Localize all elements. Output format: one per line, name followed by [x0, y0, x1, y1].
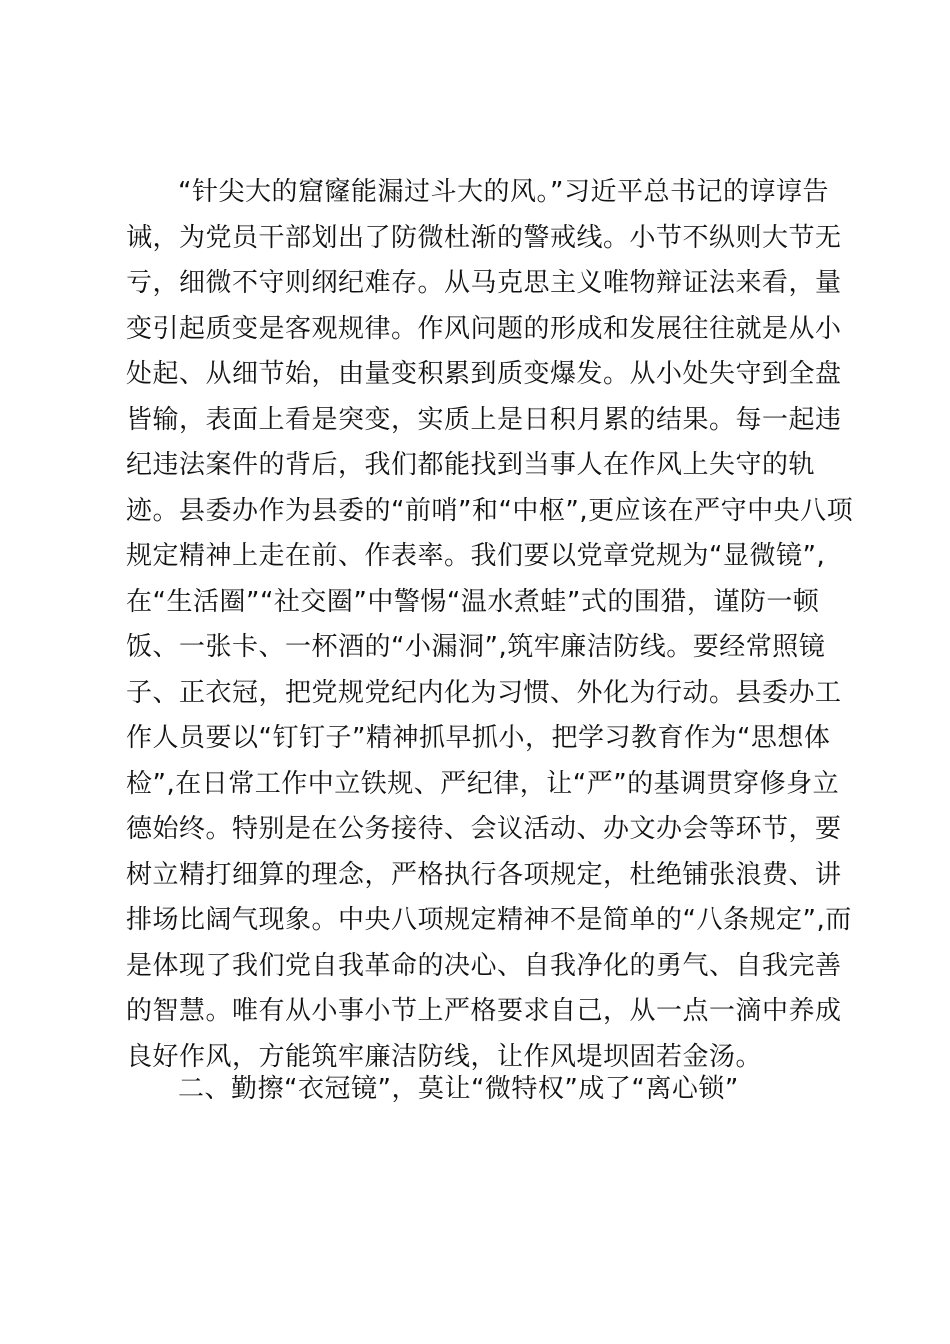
paragraph-line: 亏，细微不守则纲纪难存。从马克思主义唯物辩证法来看，量 [126, 268, 842, 298]
paragraph-line: 的智慧。唯有从小事小节上严格要求自己，从一点一滴中养成 [126, 996, 842, 1026]
paragraph-line: 是体现了我们党自我革命的决心、自我净化的勇气、自我完善 [126, 950, 842, 981]
paragraph-line: 排场比阔气现象。中央八项规定精神不是简单的“八条规定”,而 [126, 905, 852, 935]
paragraph-line: 迹。县委办作为县委的“前哨”和“中枢”,更应该在严守中央八项 [126, 495, 854, 526]
paragraph-line: 饭、一张卡、一杯酒的“小漏洞”,筑牢廉洁防线。要经常照镜 [126, 632, 826, 662]
paragraph-line: 在“生活圈”“社交圈”中警惕“温水煮蛙”式的围猎，谨防一顿 [126, 586, 820, 617]
paragraph-line: 作人员要以“钉钉子”精神抓早抓小，把学习教育作为“思想体 [126, 723, 831, 753]
paragraph-line: 变引起质变是客观规律。作风问题的形成和发展往往就是从小 [126, 313, 842, 344]
body-paragraph [126, 170, 854, 1080]
paragraph-line: “针尖大的窟窿能漏过斗大的风。”习近平总书记的谆谆告 [178, 177, 829, 207]
paragraph-line: 子、正衣冠，把党规党纪内化为习惯、外化为行动。县委办工 [126, 677, 842, 708]
paragraph-line: 德始终。特别是在公务接待、会议活动、办文办会等环节，要 [126, 814, 842, 844]
paragraph-line: 纪违法案件的背后，我们都能找到当事人在作风上失守的轨 [126, 450, 816, 480]
paragraph-line: 检”,在日常工作中立铁规、严纪律，让“严”的基调贯穿修身立 [126, 768, 840, 799]
section-heading: 二、勤擦“衣冠镜”，莫让“微特权”成了“离心锁” [178, 1074, 739, 1104]
paragraph-line: 皆输，表面上看是突变，实质上是日积月累的结果。每一起违 [126, 404, 842, 435]
paragraph-line: 规定精神上走在前、作表率。我们要以党章党规为“显微镜”, [126, 541, 826, 571]
paragraph-line: 树立精打细算的理念，严格执行各项规定，杜绝铺张浪费、讲 [126, 859, 842, 890]
paragraph-line: 处起、从细节始，由量变积累到质变爆发。从小处失守到全盘 [126, 359, 842, 389]
paragraph-line: 诫，为党员干部划出了防微杜渐的警戒线。小节不纵则大节无 [126, 222, 842, 253]
paragraph-line: 良好作风，方能筑牢廉洁防线，让作风堤坝固若金汤。 [126, 1041, 763, 1072]
